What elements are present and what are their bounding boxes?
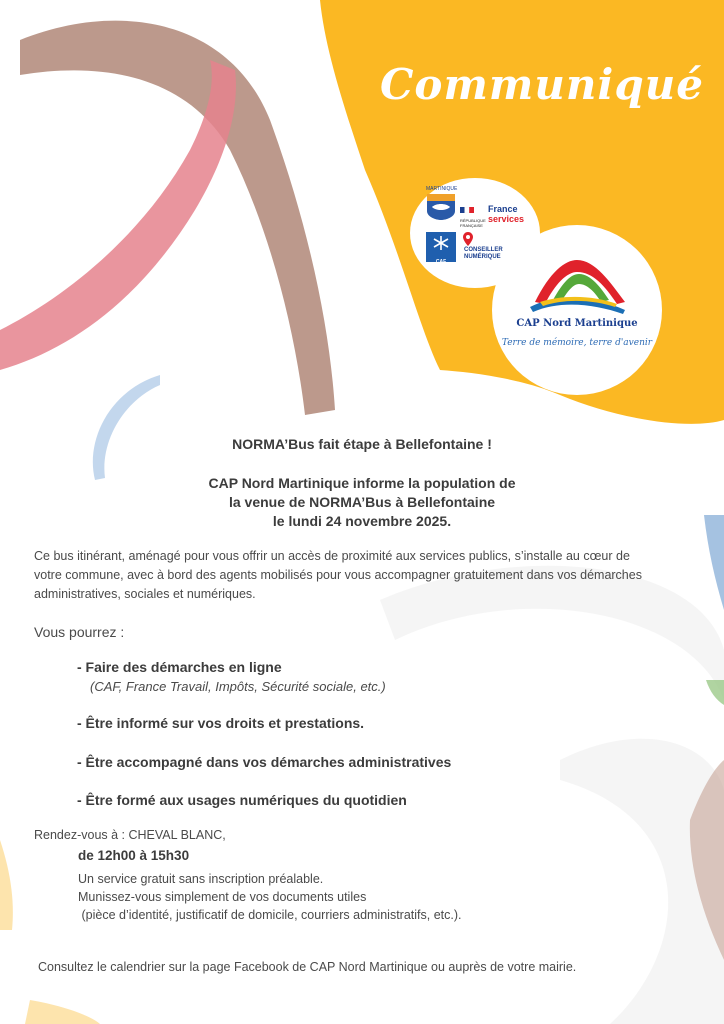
note-2: Munissez-vous simplement de vos documents utiles — [78, 890, 367, 904]
location-pin-icon — [463, 232, 473, 246]
caf-label: CAF — [435, 259, 447, 265]
france-services-line2: services — [488, 214, 525, 224]
list-item-1: - Faire des démarches en ligne — [77, 659, 282, 675]
martinique-prefecture-logo — [426, 186, 457, 226]
martinique-shield-icon — [426, 193, 456, 221]
headline: NORMA’Bus fait étape à Bellefontaine ! — [232, 436, 492, 452]
note-1: Un service gratuit sans inscription préalable. — [78, 872, 324, 886]
note-3: (pièce d’identité, justificatif de domicile, courriers administratifs, etc.). — [78, 908, 462, 922]
caf-logo — [426, 232, 456, 265]
rdv-label: Rendez-vous à : CHEVAL BLANC, — [34, 828, 226, 842]
france-services-logo — [488, 204, 524, 224]
republique-francaise-logo — [460, 200, 486, 228]
list-item-1-detail: (CAF, France Travail, Impôts, Sécurité sociale, etc.) — [90, 679, 386, 694]
list-item-3: - Être accompagné dans vos démarches administratives — [77, 754, 452, 770]
martinique-label: MARTINIQUE — [426, 186, 458, 192]
capnord-tagline: Terre de mémoire, terre d'avenir — [501, 338, 653, 348]
list-item-4: - Être formé aux usages numériques du quotidien — [77, 792, 407, 808]
intro-line-1: CAP Nord Martinique informe la population de — [208, 475, 516, 491]
paragraph-line-2: votre commune, avec à bord des agents mobilisés pour vous accompagner gratuitement dans vos démarches — [34, 568, 642, 582]
page-title: Communiqué — [380, 60, 704, 109]
capnord-name: CAP Nord Martinique — [516, 318, 638, 329]
conseiller-numerique-label: CONSEILLER NUMÉRIQUE — [464, 247, 503, 260]
intro-line-3: le lundi 24 novembre 2025. — [272, 513, 452, 529]
republique-label: RÉPUBLIQUE FRANÇAISE — [460, 218, 486, 228]
france-services-line1: France — [488, 204, 518, 214]
snowflake-icon — [426, 232, 456, 254]
paragraph-line-3: administratives, sociales et numériques. — [34, 587, 256, 601]
flag-icon — [460, 207, 474, 213]
intro-line-2: la venue de NORMA’Bus à Bellefontaine — [228, 494, 496, 510]
list-item-2: - Être informé sur vos droits et prestations. — [77, 715, 365, 731]
capnord-mountain-icon — [525, 252, 630, 317]
paragraph-line-1: Ce bus itinérant, aménagé pour vous offrir un accès de proximité aux services publics, s’installe au cœur de — [34, 549, 630, 563]
rdv-time: de 12h00 à 15h30 — [78, 848, 190, 863]
footer-note: Consultez le calendrier sur la page Facebook de CAP Nord Martinique ou auprès de votre mairie. — [38, 960, 577, 974]
list-intro: Vous pourrez : — [34, 624, 125, 640]
